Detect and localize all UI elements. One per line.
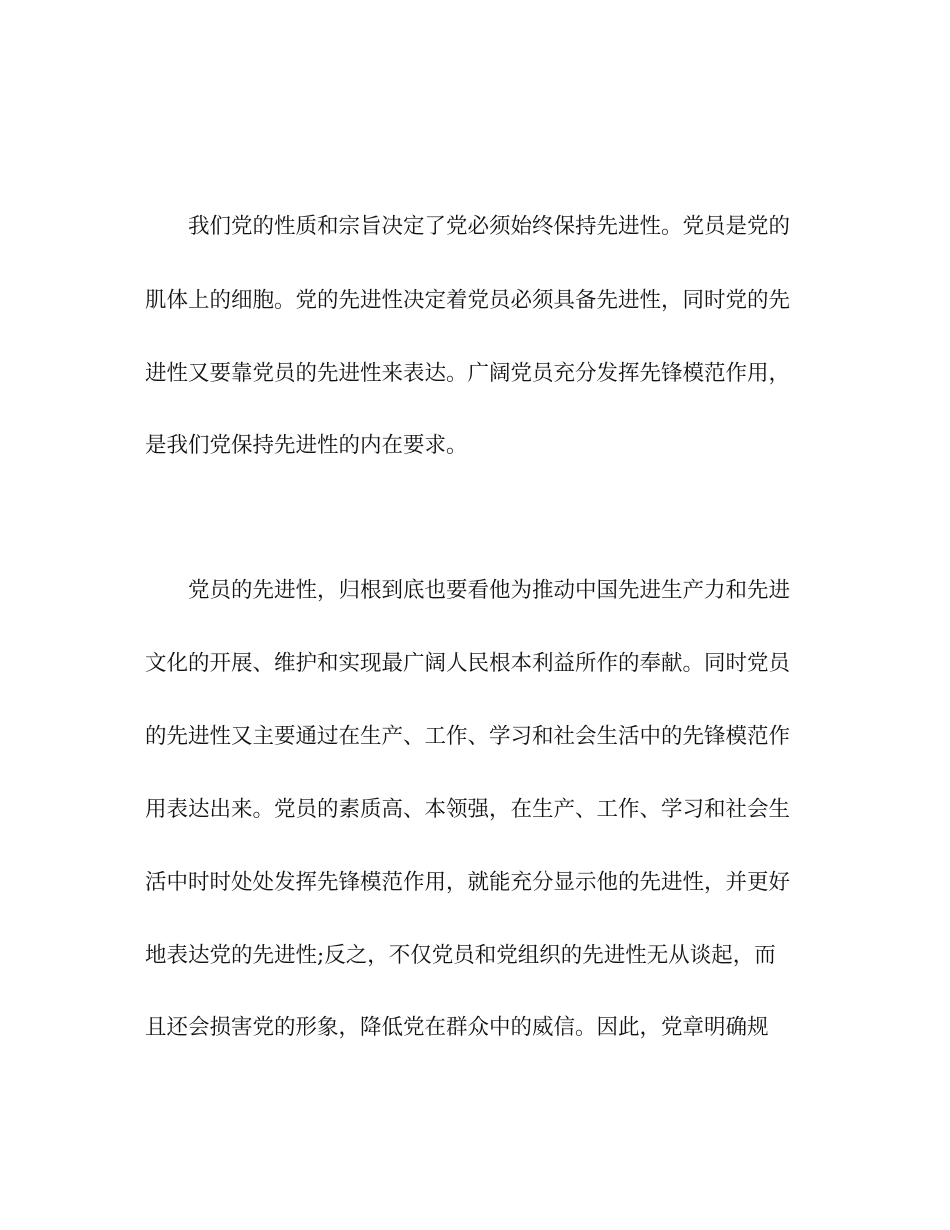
paragraph-2-line-3: 的先进性又主要通过在生产、工作、学习和社会生活中的先锋模范作 xyxy=(145,724,791,749)
paragraph-1-line-3: 进性又要靠党员的先进性来表达。广阔党员充分发挥先锋模范作用， xyxy=(145,361,791,386)
paragraph-1-line-2: 肌体上的细胞。党的先进性决定着党员必须具备先进性，同时党的先 xyxy=(145,288,791,313)
paragraph-1-line-1: 我们党的性质和宗旨决定了党必须始终保持先进性。党员是党的 xyxy=(188,214,791,239)
paragraph-2-line-6: 地表达党的先进性;反之，不仅党员和党组织的先进性无从谈起，而 xyxy=(145,943,776,968)
paragraph-2-line-5: 活中时时处处发挥先锋模范作用，就能充分显示他的先进性，并更好 xyxy=(145,870,791,895)
paragraph-2-line-7: 且还会损害党的形象，降低党在群众中的威信。因此，党章明确规 xyxy=(145,1015,769,1040)
paragraph-1-line-4: 是我们党保持先进性的内在要求。 xyxy=(145,433,468,458)
paragraph-2-line-4: 用表达出来。党员的素质高、本领强，在生产、工作、学习和社会生 xyxy=(145,797,791,822)
paragraph-2-line-1: 党员的先进性，归根到底也要看他为推动中国先进生产力和先进 xyxy=(188,578,791,603)
paragraph-2-line-2: 文化的开展、维护和实现最广阔人民根本利益所作的奉献。同时党员 xyxy=(145,651,791,676)
